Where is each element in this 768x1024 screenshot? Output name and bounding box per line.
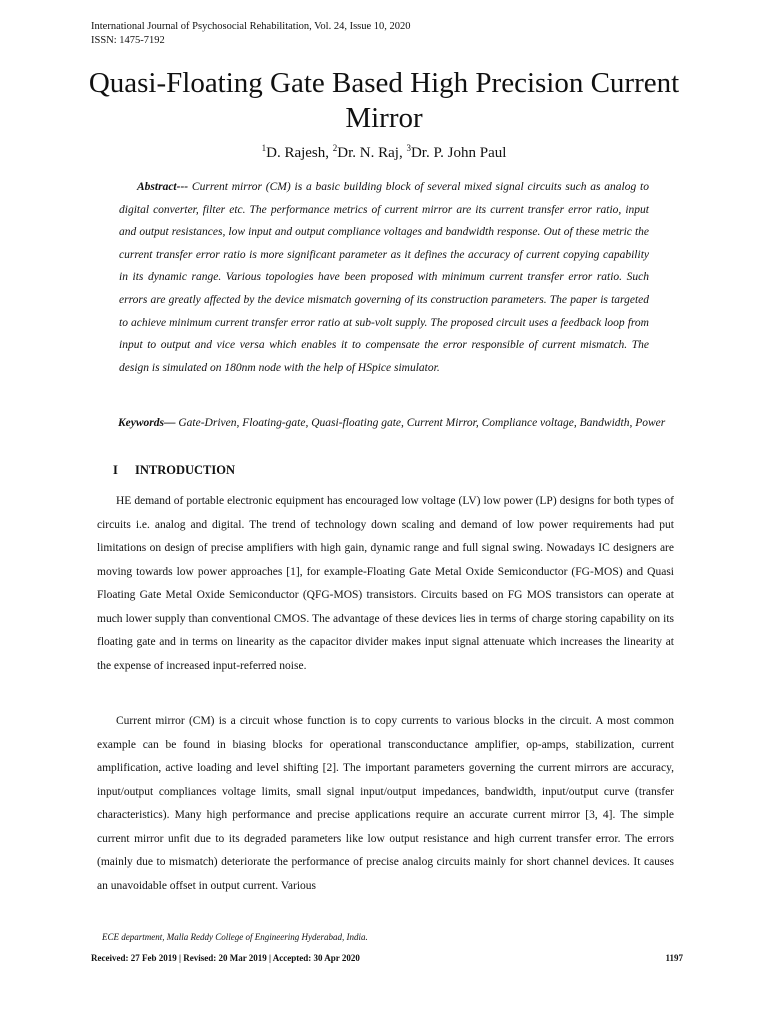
abstract [119, 176, 649, 379]
author-3-affiliation-mark: 3 [406, 143, 411, 153]
running-header [91, 20, 411, 48]
paper-title: Quasi-Floating Gate Based High Precision Current Mirror [88, 67, 680, 134]
journal-citation: International Journal of Psychosocial Rehabilitation, Vol. 24, Issue 10, 2020 [91, 21, 411, 32]
section-title: INTRODUCTION [135, 463, 236, 477]
body-paragraph-1 [97, 490, 674, 678]
body-paragraph-2 [97, 710, 674, 898]
section-number: I [113, 463, 118, 477]
author-1-affiliation-mark: 1 [261, 143, 267, 153]
abstract-text: Current mirror (CM) is a basic building block of several mixed signal circuits such as analog to digital converter, filter etc. The performance metrics of current mirror are its current transfer error ratio, input and output resistances, low input and output compliance voltages and bandwidth response. Out of these metric the current transfer error ratio is more significant parameter as it defines the accuracy of current copying capability in its dynamic range. Various topologies have been proposed with minimum current transfer error ratio. Such errors are greatly affected by the device mismatch governing of its construction parameters. The paper is targeted to achieve minimum current transfer error ratio at sub-volt supply. The proposed circuit uses a feedback loop from input to output and vice versa which enables it to compensate the error responsible of current mismatch. The design is simulated on 180nm node with the help of HSpice simulator. [119, 181, 649, 374]
page-number: 1197 [665, 953, 683, 963]
author-1-name: D. Rajesh, [266, 145, 333, 161]
author-2-affiliation-mark: 2 [332, 143, 338, 153]
author-affiliation: ECE department, Malla Reddy College of Engineering Hyderabad, India. [102, 932, 368, 942]
paragraph-1-text: HE demand of portable electronic equipment has encouraged low voltage (LV) low power (LP) designs for both types of circuits i.e. analog and digital. The trend of technology down scaling and demand of low power requirements had put limitations on design of precise amplifiers with high gain, dynamic range and full signal swing. Nowadays IC designers are moving towards low power approaches [1], for example-Floating Gate Metal Oxide Semiconductor (FG-MOS) and Quasi Floating Gate Metal Oxide Semiconductor (QFG-MOS) transistors. Circuits based on FG MOS transistors can operate at much lower supply than conventional CMOS. The advantage of these devices lies in terms of charge storing capability on its floating gate and in terms on linearity as the capacitor divider makes input signal attenuate which increases the linearity at the expense of increased input-referred noise. [97, 495, 674, 672]
keywords-label: Keywords— [118, 417, 176, 429]
received-dates: Received: 27 Feb 2019 | Revised: 20 Mar 2019 | Accepted: 30 Apr 2020 [91, 953, 360, 963]
author-list [60, 143, 708, 162]
keywords-text: Gate-Driven, Floating-gate, Quasi-floating gate, Current Mirror, Compliance voltage, Bandwidth, Power [175, 417, 666, 429]
issn: ISSN: 1475-7192 [91, 35, 165, 46]
author-3-name: Dr. P. John Paul [410, 145, 507, 161]
abstract-label: Abstract--- [137, 181, 189, 193]
keywords [89, 416, 680, 431]
paragraph-2-text: Current mirror (CM) is a circuit whose function is to copy currents to various blocks in the circuit. A most common example can be found in biasing blocks for operational transconductance amplifier, op-amps, stabilization, current amplification, active loading and level shifting [2]. The important parameters governing the current mirrors are accuracy, input/output compliances voltage limits, small signal input/output impedances, bandwidth, input/output curve (transfer characteristics). Many high performance and precise applications require an accurate current mirror [3, 4]. The simple current mirror unfit due to its degraded parameters like low output resistance and high current transfer error. The errors (mainly due to mismatch) deteriorate the performance of precise analog circuits mainly for short channel devices. It causes an unavoidable offset in output current. Various [97, 715, 674, 892]
author-2-name: Dr. N. Raj, [337, 145, 407, 161]
section-heading [113, 463, 235, 478]
